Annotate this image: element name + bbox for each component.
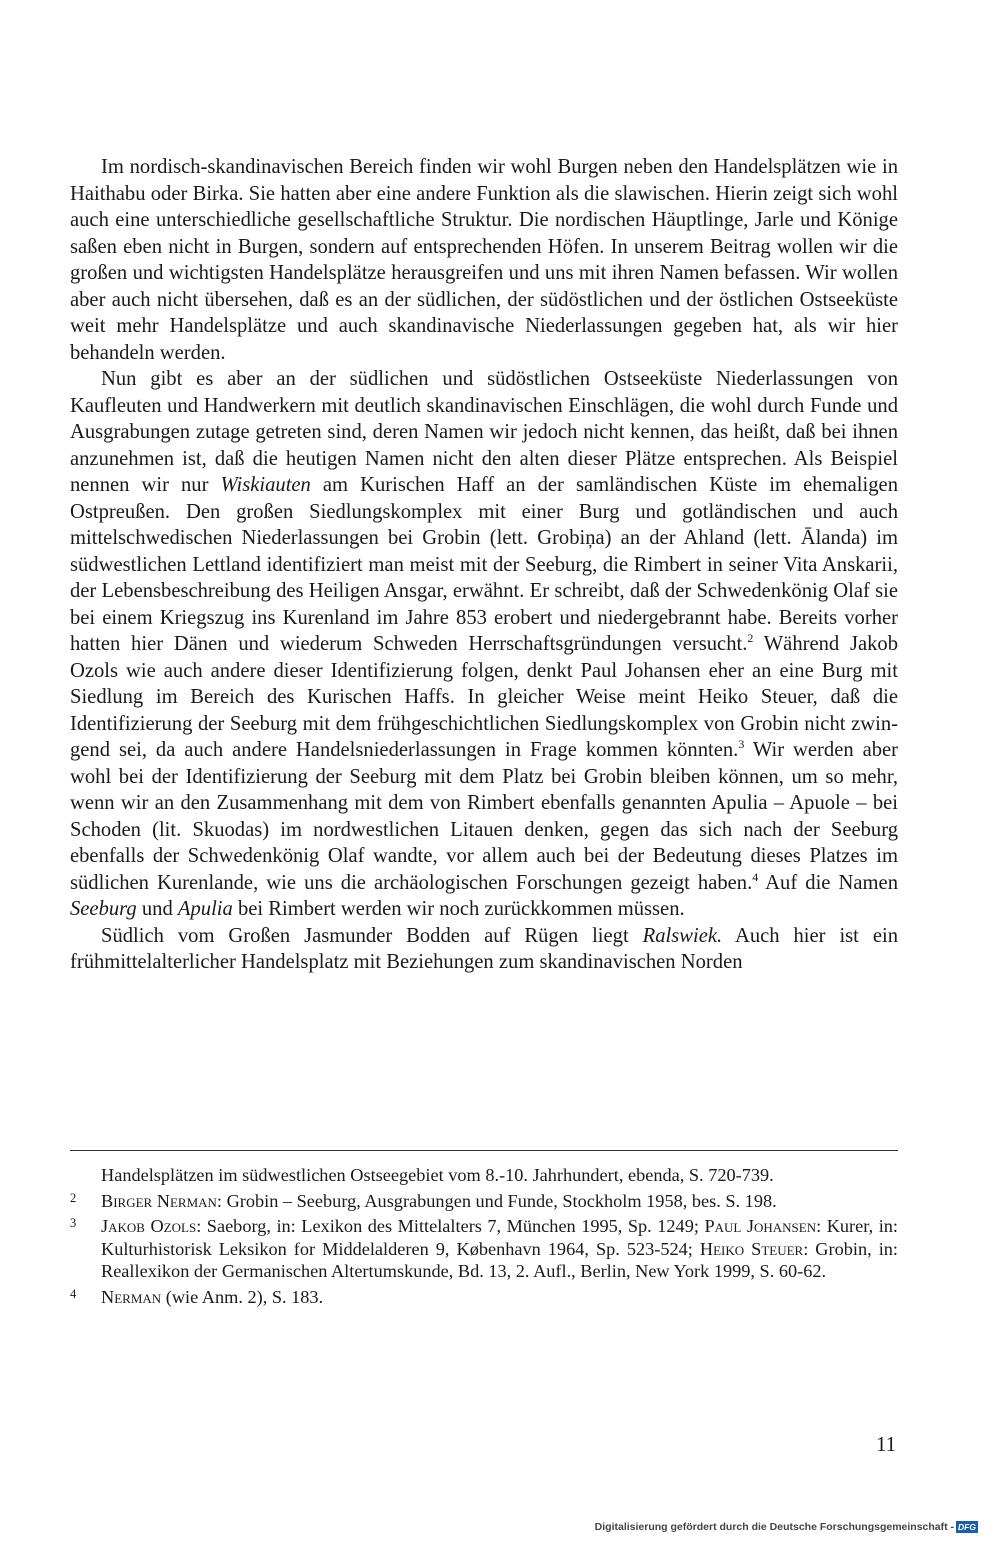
author-name: Nerman	[101, 1286, 162, 1307]
paragraph-1-text: Im nordisch-skandinavischen Bereich finden wir wohl Burgen neben den Handelsplätzen wie in Haithabu oder Birka. Sie hatten aber eine andere Funktion als die slawischen. Hierin zeigt sich wohl auch eine unterschiedliche gesellschaftliche Struktur. Die nordischen Häuptlinge, Jarle und Könige saßen eben nicht in Burgen, sondern auf entsprechenden Höfen. In unserem Beitrag wollen wir die großen und wichtigsten Handelsplätze herausgreifen und uns mit ihren Namen befassen. Wir wollen aber auch nicht übersehen, daß es an der südlichen, der südöstlichen und der östlichen Ostseeküste weit mehr Handelsplätze und auch skandinavische Niederlassungen gegeben hat, als wir hier behandeln werden.	[70, 156, 898, 364]
citation-text: (wie Anm. 2), S. 183.	[161, 1286, 324, 1307]
footnote-3-text	[101, 1215, 898, 1283]
footnote-3	[70, 1215, 898, 1283]
footnote-4-text	[101, 1286, 898, 1309]
paragraph-2-text-b: am Kurischen Haff an der samländischen Küste im ehemaligen Ostpreußen. Den großen Siedlungskomplex mit einer Burg und gotländischen und auch mittelschwedischen Niederlassungen bei Grobin (lett. Grobiņa) an der Ahland (lett. Ālanda) im südwestlichen Lettland identifiziert man meist mit der Seeburg, die Rimbert in seiner Vita Anskarii, der Lebensbeschreibung des Heiligen Ansgar, erwähnt. Er schreibt, daß der Schwedenkönig Olaf sie bei einem Kriegszug ins Kurenland im Jahre 853 erobert und niedergebrannt habe. Bereits vorher hatten hier Dänen und wiederum Schweden Herrschaftsgründungen versucht.	[70, 474, 898, 655]
paragraph-1	[70, 154, 898, 366]
author-name: Jakob Ozols	[101, 1216, 197, 1237]
footnote-ref-2[interactable]: 2	[747, 631, 754, 646]
paragraph-3-text-b: Auch hier ist ein frühmittelalterlicher Handelsplatz mit Beziehungen zum skandinavischen Norden	[70, 924, 899, 973]
footnote-ref-4[interactable]: 4	[752, 869, 759, 884]
citation-text: : Kurer, in: Kulturhistorisk Leksikon for Middelalderen 9, København 1964, Sp. 523-524;	[101, 1216, 898, 1259]
place-name-seeburg: Seeburg	[70, 898, 137, 920]
paragraph-3-text-a: Südlich vom Großen Jasmunder Bodden auf Rügen liegt	[101, 924, 643, 947]
paragraph-2	[70, 366, 898, 923]
main-text	[70, 154, 898, 976]
footnote-number-3: 3	[70, 1216, 77, 1231]
paragraph-3	[70, 923, 898, 976]
footnote-spacer	[70, 1164, 101, 1187]
citation-text: : Saeborg, in: Lexikon des Mittelalters 7, München 1995, Sp. 1249;	[196, 1216, 705, 1237]
footnotes	[70, 1164, 898, 1312]
citation-text: : Grobin – Seeburg, Ausgrabungen und Funde, Stockholm 1958, bes. S. 198.	[216, 1190, 777, 1211]
dfg-logo: DFG	[958, 1522, 976, 1532]
footnote-4	[70, 1286, 898, 1309]
footnote-number-2: 2	[70, 1190, 77, 1205]
author-name: Paul Johansen	[704, 1216, 817, 1237]
paragraph-2-text-f: und	[136, 898, 178, 920]
author-name: Birger Nerman	[101, 1190, 217, 1211]
paragraph-2-text-e: Auf die Namen	[758, 871, 898, 894]
place-name-apulia: Apulia	[177, 898, 233, 920]
footnote-number-4: 4	[70, 1286, 77, 1301]
paragraph-2-text-d: Wir werden aber wohl bei der Identifizierung der Seeburg mit dem Platz bei Grobin bleiben können, um so mehr, wenn wir an den Zusammenhang mit dem von Rimbert ebenfalls genannten Apulia – Apuole – bei Schoden (lit. Skuodas) im nordwestlichen Litauen denken, gegen das sich nach der Seeburg ebenfalls der Schwedenkönig Olaf wandte, vor allem auch bei der Bedeutung dieses Platzes im südlichen Kurenlande, wie uns die archäologischen Forschungen gezeigt haben.	[70, 739, 899, 894]
place-name-ralswiek: Ralswiek.	[642, 924, 723, 947]
footnote-continuation-text: Handelsplätzen im südwestlichen Ostseegebiet vom 8.-10. Jahrhundert, ebenda, S. 720-739.	[101, 1165, 774, 1185]
footnote-ref-3[interactable]: 3	[738, 737, 745, 752]
footnote-2-text	[101, 1190, 898, 1213]
place-name-wiskiauten: Wiskiauten	[220, 474, 311, 496]
page-number: 11	[876, 1434, 896, 1456]
footnote-2	[70, 1190, 898, 1213]
digitization-banner	[595, 1521, 978, 1533]
citation-text: : Grobin, in: Reallexikon der Germanischen Altertumskunde, Bd. 13, 2. Aufl., Berlin, New York 1999, S. 60-62.	[101, 1238, 898, 1282]
author-name: Heiko Steuer	[699, 1238, 804, 1259]
paragraph-2-text-g: bei Rimbert werden wir noch zurückkommen müssen.	[232, 898, 685, 920]
banner-text: Digitalisierung gefördert durch die Deutsche Forschungsgemeinschaft -	[594, 1521, 955, 1533]
footnote-continuation	[70, 1164, 898, 1187]
footnote-divider	[70, 1150, 898, 1151]
paragraph-2-text-a: Nun gibt es aber an der südlichen und südöstlichen Ostseeküste Niederlassungen von Kaufleuten und Handwerkern mit deutlich skandinavischen Einschlägen, die wohl durch Funde und Ausgrabungen zutage getreten sind, deren Namen wir jedoch nicht kennen, das heißt, daß bei ihnen anzunehmen ist, daß die heutigen Namen nicht den alten dieser Plätze entsprechen. Als Beispiel nennen wir nur	[70, 368, 898, 496]
paragraph-2-text-c: Während Jakob Ozols wie auch andere dieser Identifizierung folgen, denkt Paul Johansen eher an eine Burg mit Siedlung im Bereich des Kurischen Haffs. In gleicher Weise meint Heiko Steuer, daß die Identifizierung der Seeburg mit dem frühgeschichtlichen Siedlungskomplex von Grobin nicht zwingend sei, da auch andere Handelsniederlassungen in Frage kommen könnten.	[70, 633, 899, 761]
